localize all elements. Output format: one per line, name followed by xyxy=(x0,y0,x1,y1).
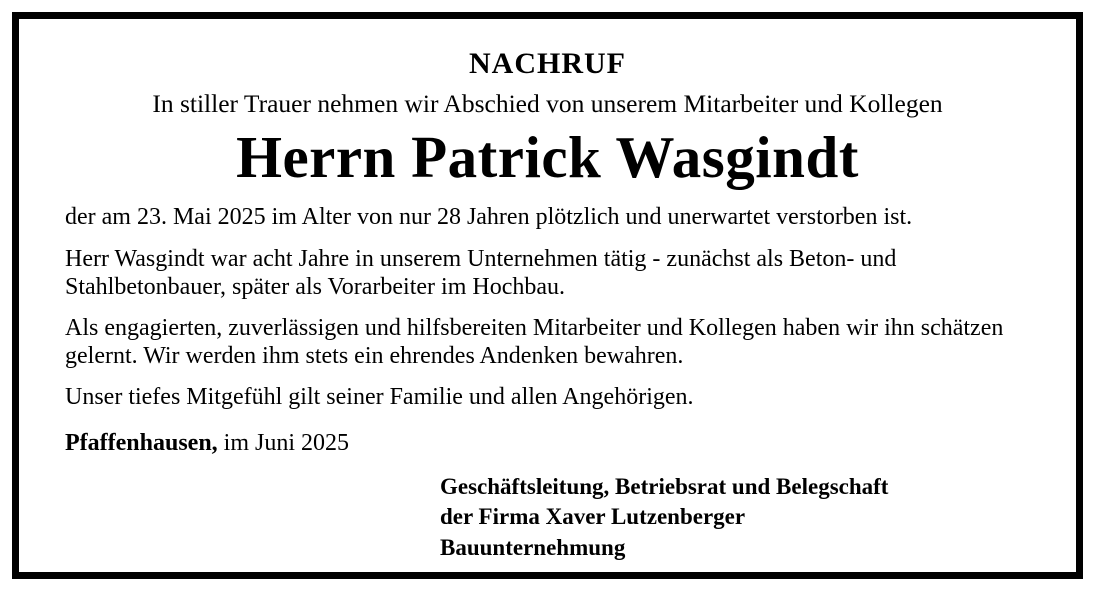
signature-line-2: der Firma Xaver Lutzenberger xyxy=(440,504,746,530)
signature-line-1: Geschäftsleitung, Betriebsrat und Belegschaft xyxy=(440,473,889,499)
notice-heading: NACHRUF xyxy=(469,47,626,80)
notice-paragraph-3: Als engagierten, zuverlässigen und hilfsbereiten Mitarbeiter und Kollegen haben wir ihn schätzen gelernt. Wir werden ihm stets ein ehrendes Andenken bewahren. xyxy=(65,315,1004,369)
notice-paragraph-1: der am 23. Mai 2025 im Alter von nur 28 Jahren plötzlich und unerwartet verstorben ist. xyxy=(65,204,913,231)
notice-paragraph-4: Unser tiefes Mitgefühl gilt seiner Familie und allen Angehörigen. xyxy=(65,384,694,411)
place-label: Pfaffenhausen, xyxy=(65,429,218,456)
signature-block xyxy=(65,472,1030,564)
notice-subheading: In stiller Trauer nehmen wir Abschied von unserem Mitarbeiter und Kollegen xyxy=(152,89,943,118)
deceased-name: Herrn Patrick Wasgindt xyxy=(236,124,859,191)
obituary-notice xyxy=(12,12,1083,579)
date-label: im Juni 2025 xyxy=(217,429,350,456)
notice-paragraph-2: Herr Wasgindt war acht Jahre in unserem Unternehmen tätig - zunächst als Beton- und Stahlbetonbauer, später als Vorarbeiter im Hochbau. xyxy=(65,245,897,300)
signature-line-3: Bauunternehmung xyxy=(440,534,626,560)
place-date-line xyxy=(65,430,1030,458)
